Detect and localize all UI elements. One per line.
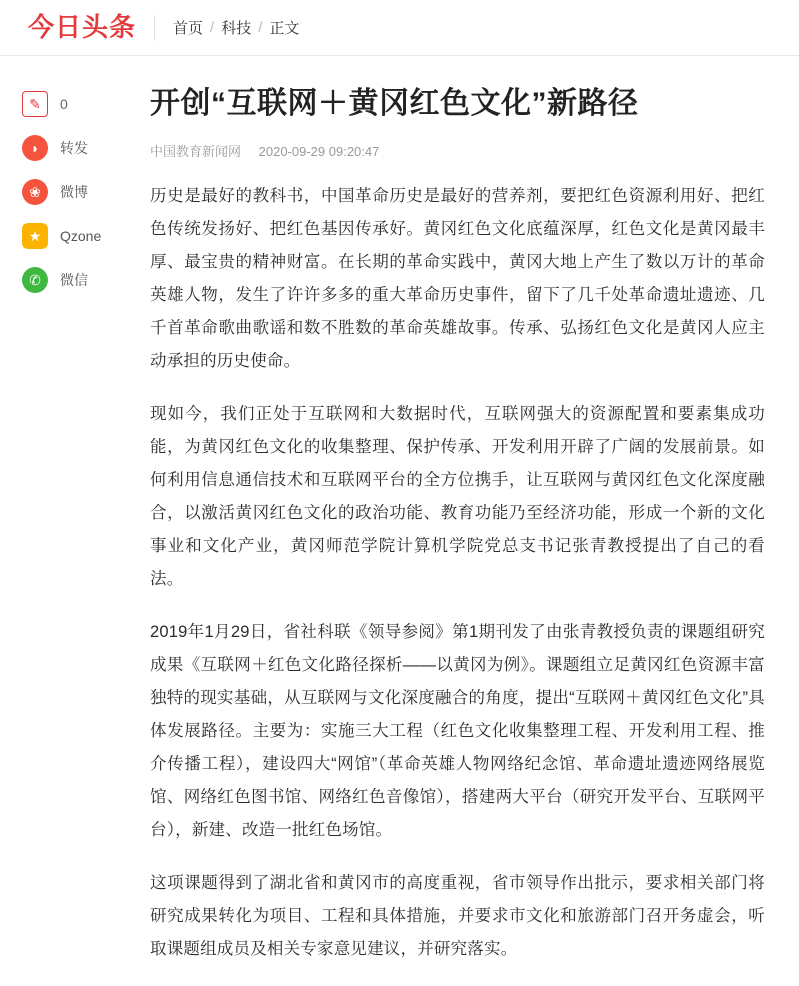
breadcrumb-separator: / bbox=[210, 19, 215, 36]
article-source: 中国教育新闻网 bbox=[150, 143, 242, 159]
sidebar-item-label: 微博 bbox=[60, 184, 88, 200]
article-timestamp: 2020-09-29 09:20:47 bbox=[258, 143, 380, 159]
site-logo[interactable]: 今日头条 bbox=[28, 15, 155, 41]
page-title: 开创“互联网＋黄冈红色文化”新路径 bbox=[150, 87, 639, 120]
breadcrumb-item-article: 正文 bbox=[269, 20, 300, 37]
sidebar-item-comment[interactable] bbox=[0, 82, 148, 126]
breadcrumb-separator: / bbox=[258, 19, 263, 36]
sidebar-item-weibo[interactable] bbox=[0, 170, 148, 214]
sidebar-item-label: Qzone bbox=[60, 228, 102, 244]
weibo-icon: ❀ bbox=[22, 179, 48, 205]
qzone-icon: ★ bbox=[22, 223, 48, 249]
comment-count: 0 bbox=[60, 96, 68, 112]
breadcrumb-item-tech[interactable]: 科技 bbox=[221, 20, 252, 37]
sidebar-item-qzone[interactable] bbox=[0, 214, 148, 258]
repost-icon: ◗ bbox=[22, 135, 48, 161]
article-meta bbox=[150, 141, 765, 160]
breadcrumb-item-home[interactable]: 首页 bbox=[173, 20, 204, 37]
article-paragraph: 现如今，我们正处于互联网和大数据时代，互联网强大的资源配置和要素集成功能，为黄冈红色文化的收集整理、保护传承、开发利用开辟了广阔的发展前景。如何利用信息通信技术和互联网平台的全方位携手，让互联网与黄冈红色文化深度融合，以激活黄冈红色文化的政治功能、教育功能乃至经济功能，形成一个新的文化事业和文化产业，黄冈师范学院计算机学院党总支书记张青教授提出了自己的看法。 bbox=[150, 404, 765, 588]
article-content bbox=[148, 56, 799, 986]
article-paragraph: 2019年1月29日，省社科联《领导参阅》第1期刊发了由张青教授负责的课题组研究成果《互联网＋红色文化路径探析——以黄冈为例》。课题组立足黄冈红色资源丰富独特的现实基础，从互联网与文化深度融合的角度，提出“互联网＋黄冈红色文化”具体发展路径。主要为：实施三大工程（红色文化收集整理工程、开发利用工程、推介传播工程），建设四大“网馆”（革命英雄人物网络纪念馆、革命遗址遗迹网络展览馆、网络红色图书馆、网络红色音像馆），搭建两大平台（研究开发平台、互联网平台），新建、改造一批红色场馆。 bbox=[150, 622, 765, 839]
sidebar-item-repost[interactable] bbox=[0, 126, 148, 170]
comment-icon: ✎ bbox=[22, 91, 48, 117]
article-paragraph: 历史是最好的教科书，中国革命历史是最好的营养剂，要把红色资源利用好、把红色传统发扬好、把红色基因传承好。黄冈红色文化底蕴深厚，红色文化是黄冈最丰厚、最宝贵的精神财富。在长期的革命实践中，黄冈大地上产生了数以万计的革命英雄人物，发生了许许多多的重大革命历史事件，留下了几千处革命遗址遗迹、几千首革命歌曲歌谣和数不胜数的革命英雄故事。传承、弘扬红色文化是黄冈人应主动承担的历史使命。 bbox=[150, 186, 765, 370]
article-paragraph: 这项课题得到了湖北省和黄冈市的高度重视，省市领导作出批示，要求相关部门将研究成果转化为项目、工程和具体措施，并要求市文化和旅游部门召开务虚会，听取课题组成员及相关专家意见建议，并研究落实。 bbox=[150, 873, 765, 958]
share-sidebar bbox=[0, 56, 148, 986]
sidebar-item-label: 微信 bbox=[60, 272, 88, 288]
wechat-icon: ✆ bbox=[22, 267, 48, 293]
site-header bbox=[0, 0, 799, 56]
page-body bbox=[0, 56, 799, 986]
sidebar-item-wechat[interactable] bbox=[0, 258, 148, 302]
breadcrumb bbox=[173, 17, 299, 38]
sidebar-item-label: 转发 bbox=[60, 140, 88, 156]
